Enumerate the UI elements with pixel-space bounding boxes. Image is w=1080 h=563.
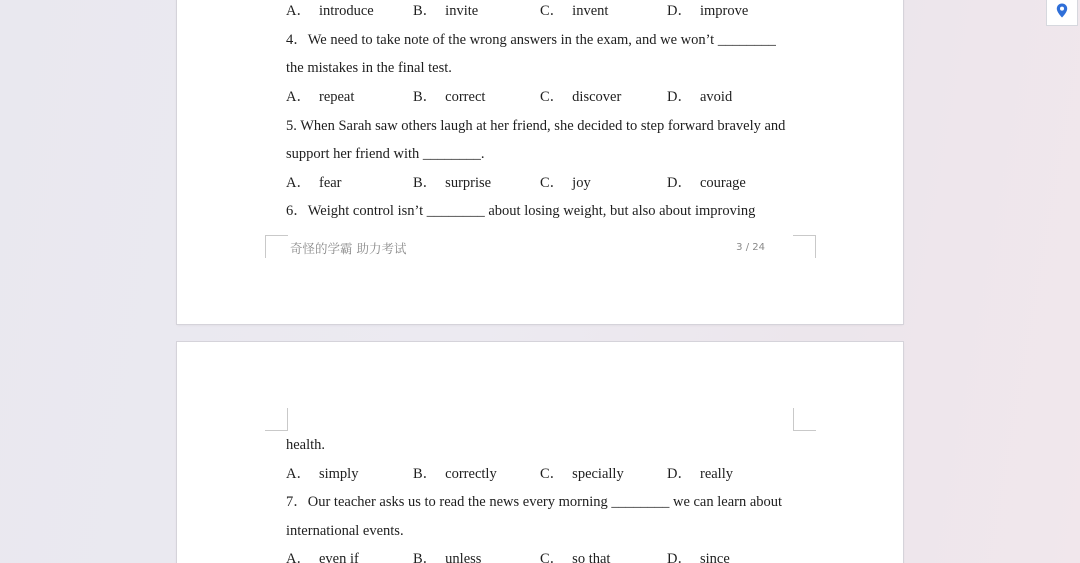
document-page-4 bbox=[177, 342, 903, 563]
question-5-line-2: support her friend with ________. bbox=[286, 146, 485, 162]
location-button[interactable] bbox=[1046, 0, 1078, 26]
question-4-line-1: 4．We need to take note of the wrong answers in the exam, and we won’t ________ bbox=[286, 32, 776, 48]
q6-option-a: A． simply bbox=[286, 466, 359, 482]
q4-option-d: D． avoid bbox=[667, 89, 733, 105]
q5-option-c: C． joy bbox=[540, 175, 591, 191]
q6-option-d: D． really bbox=[667, 466, 733, 482]
q7-option-c: C． so that bbox=[540, 551, 611, 563]
q7-option-a: A． even if bbox=[286, 551, 359, 563]
footer-page-number: 3 / 24 bbox=[736, 242, 765, 253]
question-7-line-2: international events. bbox=[286, 523, 404, 539]
q3-option-b: B． invite bbox=[413, 3, 479, 19]
question-5-line-1: 5. When Sarah saw others laugh at her friend, she decided to step forward bravely and bbox=[286, 118, 786, 134]
question-7-line-1: 7．Our teacher asks us to read the news every morning ________ we can learn about bbox=[286, 494, 783, 510]
q4-option-a: A． repeat bbox=[286, 89, 355, 105]
q3-option-c: C． invent bbox=[540, 3, 609, 19]
footer-brand: 奇怪的学霸 助力考试 bbox=[290, 241, 407, 256]
q6-option-c: C． specially bbox=[540, 466, 624, 482]
q5-option-d: D． courage bbox=[667, 175, 746, 191]
question-4-line-2: the mistakes in the final test. bbox=[286, 60, 452, 76]
margin-corner-mark bbox=[793, 235, 816, 258]
q3-option-d: D． improve bbox=[667, 3, 749, 19]
q3-option-a: A． introduce bbox=[286, 3, 374, 19]
q4-option-b: B． correct bbox=[413, 89, 486, 105]
q5-option-b: B． surprise bbox=[413, 175, 492, 191]
answer-blank: ________ bbox=[422, 146, 481, 162]
margin-corner-mark bbox=[265, 408, 288, 431]
q7-option-d: D． since bbox=[667, 551, 730, 563]
map-pin-icon bbox=[1056, 3, 1068, 23]
question-6-continued: health. bbox=[286, 437, 326, 453]
q6-option-b: B． correctly bbox=[413, 466, 497, 482]
margin-corner-mark bbox=[793, 408, 816, 431]
margin-corner-mark bbox=[265, 235, 288, 258]
answer-blank: ________ bbox=[717, 32, 776, 48]
question-6-line-1: 6．Weight control isn’t ________ about losing weight, but also about improving bbox=[286, 203, 756, 219]
q7-option-b: B． unless bbox=[413, 551, 482, 563]
answer-blank: ________ bbox=[611, 494, 670, 510]
q5-option-a: A． fear bbox=[286, 175, 342, 191]
document-page-3 bbox=[177, 0, 903, 324]
q4-option-c: C． discover bbox=[540, 89, 622, 105]
answer-blank: ________ bbox=[426, 203, 485, 219]
